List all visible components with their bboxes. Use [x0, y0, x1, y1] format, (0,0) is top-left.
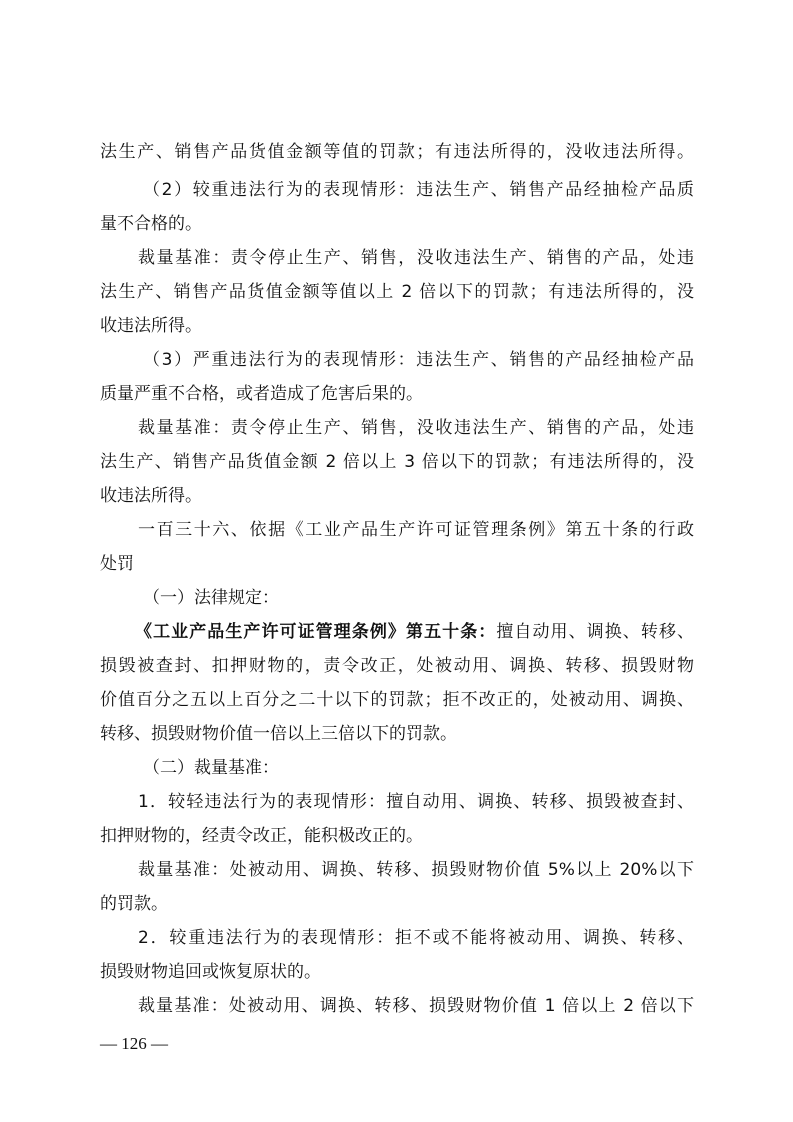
text-line: 裁量基准：责令停止生产、销售，没收违法生产、销售的产品，处违	[138, 418, 694, 438]
subsection-heading: （一）法律规定：	[143, 588, 279, 608]
section-heading: 一百三十六、依据《工业产品生产许可证管理条例》第五十条的行政	[138, 520, 694, 540]
page-number: — 126 —	[100, 1034, 168, 1053]
text-line: （2）较重违法行为的表现情形：违法生产、销售产品经抽检产品质	[143, 180, 694, 200]
text-line: 收违法所得。	[100, 316, 202, 336]
text-line: 法生产、销售产品货值金额 2 倍以上 3 倍以下的罚款；有违法所得的，没	[100, 452, 694, 472]
text-line: 收违法所得。	[100, 486, 202, 506]
section-heading: 处罚	[100, 554, 134, 574]
text-line: 扣押财物的，经责令改正，能积极改正的。	[100, 826, 423, 846]
text-line: 裁量基准：处被动用、调换、转移、损毁财物价值 5%以上 20%以下	[138, 860, 694, 880]
text-line: 价值百分之五以上百分之二十以下的罚款；拒不改正的，处被动用、调换、	[100, 690, 694, 710]
subsection-heading: （二）裁量基准：	[143, 758, 279, 778]
text-line: 1．较轻违法行为的表现情形：擅自动用、调换、转移、损毁被查封、	[138, 792, 694, 812]
text-line: 裁量基准：责令停止生产、销售，没收违法生产、销售的产品，处违	[138, 248, 694, 268]
text-line: 损毁财物追回或恢复原状的。	[100, 962, 321, 982]
text-line: 裁量基准：处被动用、调换、转移、损毁财物价值 1 倍以上 2 倍以下	[138, 996, 694, 1016]
text-line: 法生产、销售产品货值金额等值以上 2 倍以下的罚款；有违法所得的，没	[100, 282, 694, 302]
text-line: 量不合格的。	[100, 214, 202, 234]
text-line: 损毁被查封、扣押财物的，责令改正，处被动用、调换、转移、损毁财物	[100, 656, 694, 676]
text-line: 转移、损毁财物价值一倍以上三倍以下的罚款。	[100, 724, 457, 744]
text-line: 的罚款。	[100, 894, 168, 914]
text-line: （3）严重违法行为的表现情形：违法生产、销售的产品经抽检产品	[143, 350, 694, 370]
text-line: 法生产、销售产品货值金额等值的罚款；有违法所得的，没收违法所得。	[100, 142, 694, 162]
text-line	[135, 614, 694, 650]
text-line: 2．较重违法行为的表现情形：拒不或不能将被动用、调换、转移、	[138, 928, 694, 948]
text-line: 质量严重不合格，或者造成了危害后果的。	[100, 384, 423, 404]
text-fragment: 擅自动用、调换、转移、	[496, 622, 695, 642]
regulation-citation: 《工业产品生产许可证管理条例》第五十条：	[135, 622, 497, 642]
